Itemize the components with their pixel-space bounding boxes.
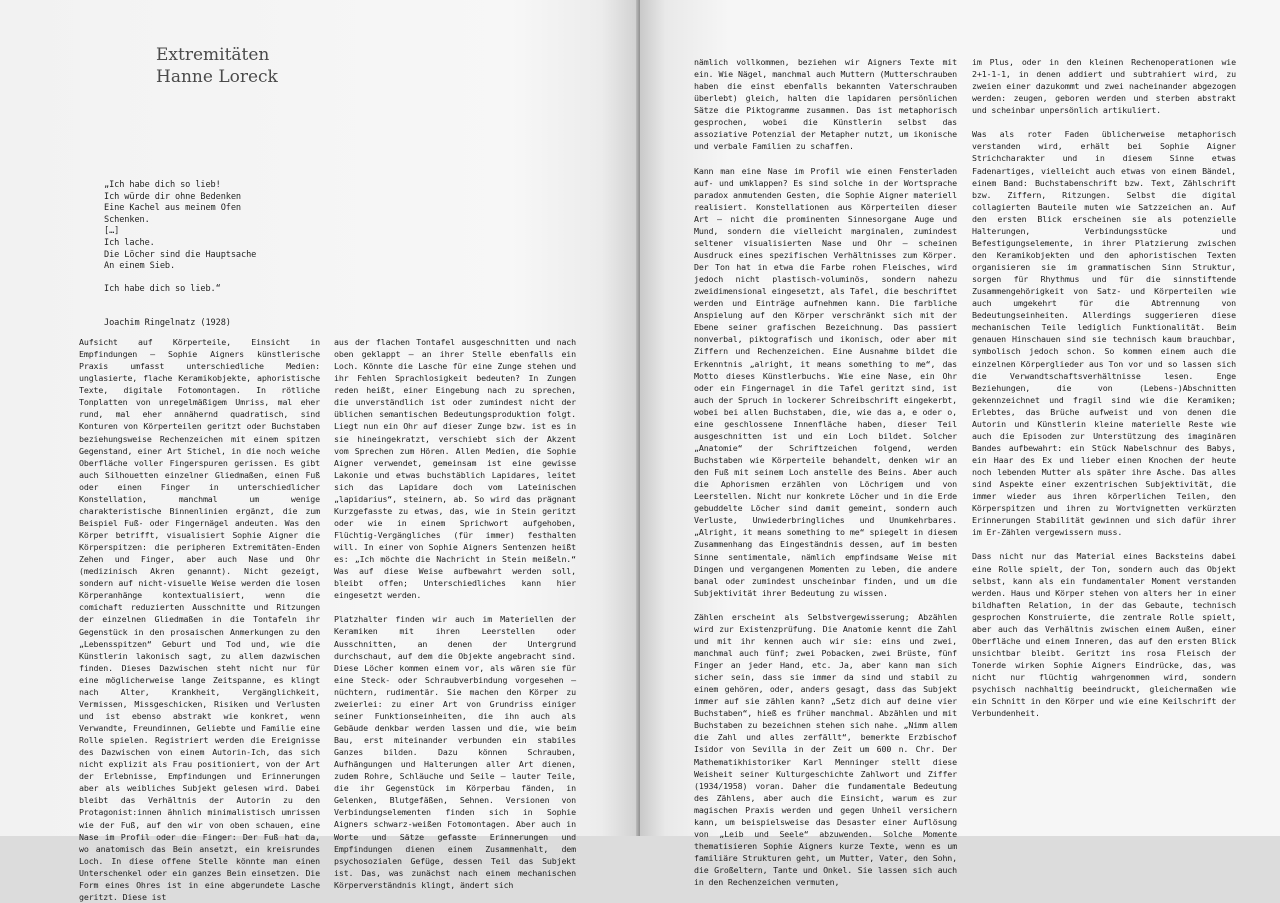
poem-line: […]: [104, 226, 120, 237]
right-page: [640, 0, 1280, 888]
paragraph: nämlich vollkommen, beziehen wir Aigners Texte mit ein. Wie Nägel, manchmal auch Muttern (Mutterschrauben haben die einst ebenfalls bekannten Vaterschrauben überlebt) gleich, halten die lapidaren persönlichen Sätze die Piktogramme zusammen. Das ist metaphorisch gesprochen, wobei die Künstlerin selbst das assoziative Potenzial der Metapher nutzt, um ikonische und verbale Familien zu schaffen.: [694, 57, 957, 152]
author-name: Hanne Loreck: [156, 67, 278, 87]
epigraph-poem: [104, 180, 334, 330]
paragraph: im Plus, oder in den kleinen Rechenoperationen wie 2+1-1-1, in denen addiert und subtrahiert wird, zu zweien einer dazukommt und zwei nacheinander abgezogen werden: zeugen, geboren werden und sterben abstrakt und scheinbar unpersönlich artikuliert.: [972, 57, 1236, 116]
poem-line: An einem Sieb.: [104, 261, 176, 272]
paragraph: Was als roter Faden üblicherweise metaphorisch verstanden wird, erhält bei Sophie Aigner Strichcharakter und in diesem Sinne etwas Fadenartiges, vielleicht auch etwas von einem Bändel, einem Band: Buchstabenschrift bzw. Text, Zählschrift bzw. Ziffern, Ritzungen. Selbst die digital collagierten Bauteile muten wie Satzzeichen an. Auf den ersten Blick erscheinen sie als potenzielle Halterungen, Verbindungsstücke und Befestigungselemente, in ihrer Platzierung zwischen den Keramikobjekten und den aphoristischen Texten organisieren sie im grammatischen Sinn Struktur, sorgen für Rhythmus und für die sinnstiftende Zusammengehörigkeit von Satz- und Körperteilen wie auch umgekehrt für die Abtrennung von Bedeutungseinheiten. Allerdings suggerieren diese mechanischen Teile lediglich Funktionalität. Beim genauen Hinschauen sind sie technisch kaum brauchbar, symbolisch jedoch schon. So kommen einem auch die einzelnen Körperglieder aus Ton vor und so lassen sich die Verwandtschaftsverhältnisse lesen. Enge Beziehungen, die von (Lebens-)Abschnitten gekennzeichnet und fragil sind wie die Keramiken; Erlebtes, das Brüche aufweist und von denen die Autorin und Künstlerin kleine materielle Reste wie auch die Episoden zur Unterstützung des imaginären Bandes aufbewahrt: ein Stück Nabelschnur des Babys, ein Haar des Ex und lieber einen Knochen der heute noch lebenden Mutter als später ihre Asche. Das alles sind Aspekte einer exzentrischen Subjektivität, die immer wieder aus ihren körperlichen Teilen, den Körperspitzen und ihren zu Wortvignetten verkürzten Erinnerungen Stabilität gewinnen und sich dafür ihrer im Er-Zählen vergewissern muss.: [972, 129, 1236, 538]
paragraph: Platzhalter finden wir auch im Materiellen der Keramiken mit ihren Leerstellen oder Ausschnitten, an denen der Untergrund durchschaut, auf dem die Objekte angebracht sind. Diese Löcher kommen einem vor, als wären sie für eine Steck- oder Schraubverbindung vorgesehen – nüchtern, rudimentär. Sie machen den Körper zu zweierlei: zu einer Art von Grundriss einiger seiner Funktionseinheiten, die ihn auch als Gebäude denkbar werden lassen und die, wie beim Bau, erst miteinander verbunden ein stabiles Ganzes bilden. Dazu können Schrauben, Aufhängungen und Halterungen aller Art dienen, zudem Rohre, Schläuche und Seile – lauter Teile, die ihr Gegenstück im Körperbau fänden, in Gelenken, Blutgefäßen, Sehnen. Versionen von Verbindungselementen finden sich in Sophie Aigners schwarz-weißen Fotomontagen. Aber auch in Worte und Sätze gefasste Erinnerungen und Empfindungen dienen einem Zusammenhalt, dem psychosozialen Gefüge, dessen Teil das Subjekt ist. Das, was zunächst nach einem mechanischen Körperverständnis klingt, ändert sich: [334, 614, 576, 890]
text-column-3: [694, 56, 957, 888]
text-column-4: [972, 56, 1236, 719]
article-title: [156, 44, 278, 88]
paragraph: Zählen erscheint als Selbstvergewisserung; Abzählen wird zur Existenzprüfung. Die Anatomie kennt die Zahl und mit ihr kennen auch wir sie: eins und zwei, manchmal auch fünf; zwei Pobacken, zwei Brüste, fünf Finger an jeder Hand, etc. Ja, aber kann man sich sicher sein, dass sie immer da sind und stabil zu einem gehören, oder, anders gesagt, dass das Subjekt immer auf sie zählen kann? „Setz dich auf deine vier Buchstaben“, hieß es früher manchmal. Abzählen und mit Buchstaben zu bezeichnen stehen sich nahe. „Nimm allem die Zahl und alles zerfällt“, bemerkte Erzbischof Isidor von Sevilla in der Zeit um 600 n. Chr. Der Mathematikhistoriker Karl Menninger stellt diese Weisheit seiner Kulturgeschichte Zahlwort und Ziffer (1934/1958) voran. Daher die fundamentale Bedeutung des Zählens, aber auch die Einsicht, warum es zur magischen Praxis werden und gegen Unheil versichern kann, um beispielsweise das Desaster einer Auflösung von „Leib und Seele“ abzuwenden. Solche Momente thematisieren Sophie Aigners kurze Texte, wenn es um familiäre Strukturen geht, um Mutter, Vater, den Sohn, die Großeltern, Tante und Onkel. Sie lassen sich auch in den Rechenzeichen vermuten,: [694, 611, 957, 888]
text-column-2: [334, 336, 576, 891]
paragraph: aus der flachen Tontafel ausgeschnitten und nach oben geklappt – an ihrer Stelle ebenfalls ein Loch. Könnte die Lasche für eine Zunge stehen und ihr Fehlen Sprachlosigkeit bedeuten? In Zungen reden heißt, einer Eingebung nach zu sprechen, die unverständlich ist oder zumindest nicht der üblichen semantischen Bedeutungsproduktion folgt. Liegt nun ein Ohr auf dieser Zunge bzw. ist es in sie hineingekratzt, verschiebt sich der Akzent vom Sprechen zum Hören. Allen Medien, die Sophie Aigner verwendet, gemeinsam ist eine gewisse Lakonie und etwas buchstäblich Lapidares, leitet sich das Lapidare doch vom Lateinischen „lapidarius“, steinern, ab. So wird das prägnant Kurzgefasste zu etwas, das, wie in Stein geritzt oder wie in einem Sprichwort aufgehoben, Flüchtig-Vergängliches (für immer) festhalten will. In einer von Sophie Aigners Sentenzen heißt es: „Ich möchte die Nachricht in Stein meißeln.“ Was auf diese Weise aufbewahrt werden soll, bleibt offen; Unterschiedliches kann hier eingesetzt werden.: [334, 337, 576, 601]
poem-line: Die Löcher sind die Hauptsache: [104, 249, 257, 260]
poem-line: Ich würde dir ohne Bedenken: [104, 191, 241, 202]
poem-line: Eine Kachel aus meinem Ofen: [104, 203, 241, 214]
poem-attribution: Joachim Ringelnatz (1928): [104, 318, 231, 329]
poem-line: Ich lache.: [104, 237, 155, 248]
poem-line: Schenken.: [104, 214, 150, 225]
poem-closing-line: Ich habe dich so lieb.“: [104, 283, 221, 294]
paragraph: Aufsicht auf Körperteile, Einsicht in Empfindungen – Sophie Aigners künstlerische Praxis umfasst unterschiedliche Medien: unglasierte, flache Keramikobjekte, aphoristische Texte, digitale Fotomontagen. In rötliche Tonplatten von unregelmäßigem Umriss, mal eher rund, mal eher annähernd quadratisch, sind Konturen von Körperteilen geritzt oder Buchstaben beziehungsweise Rechenzeichen mit einem spitzen Gegenstand, einer Art Stichel, in die noch weiche Oberfläche voller Fingerspuren gerissen. Es gibt auch Silhouetten einzelner Gliedmaßen, einen Fuß oder einen Finger in unterschiedlicher Konstellation, manchmal um wenige charakteristische Binnenlinien ergänzt, die zum Beispiel Fuß- oder Fingernägel andeuten. Was den Körper betrifft, visualisiert Sophie Aigner die Körperspitzen: die peripheren Extremitäten-Enden Zehen und Finger, aber auch Nase und Ohr (medizinisch Akren genannt). Nicht gezeigt, sondern auf nicht-visuelle Weise werden die losen Körperanhänge kontextualisiert, wenn die comichaft reduzierten Ausschnitte und Ritzungen der einzelnen Gliedmaßen in die Tontafeln ihr Gegenstück in den prosaischen Anmerkungen zu den „Lebensspitzen“ Geburt und Tod und, wie die Künstlerin lakonisch sagt, zu allem dazwischen finden. Dieses Dazwischen steht nicht nur für eine möglicherweise lange Zeitspanne, es klingt nach Alter, Krankheit, Vergänglichkeit, Vermissen, Missgeschicken, Risiken und Verlusten und ist ebenso abstrakt wie konkret, wenn Verwandte, Freundinnen, Geliebte und Familie eine Rolle spielen. Registriert werden die Ereignisse des Dazwischen von einem Autorin-Ich, das sich nicht explizit als Frau positioniert, von der Art der Erlebnisse, Empfindungen und Erinnerungen aber als weibliches Subjekt gelesen wird. Dabei bleibt das Verhältnis der Autorin zu den Protagonist:innen ähnlich minimalistisch umrissen wie der Fuß, auf den wir von oben schauen, eine Nase im Profil oder die Finger: Der Fuß hat da, wo anatomisch das Bein ansetzt, ein kreisrundes Loch. In diese offene Stelle könnte man einen Unterschenkel oder ein ganzes Bein einsetzen. Die Form eines Ohres ist in eine abgerundete Lasche geritzt. Diese ist: [79, 337, 320, 902]
title-line-1: Extremitäten: [156, 45, 270, 65]
paragraph: Dass nicht nur das Material eines Backsteins dabei eine Rolle spielt, der Ton, sondern auch das Objekt selbst, kann als ein fundamentaler Moment verstanden werden. Haus und Körper stehen von alters her in einer bildhaften Relation, in der das Gebaute, technisch gesprochen Konstruierte, die zentrale Rolle spielt, aber auch das Verhältnis zwischen einem Außen, einer Oberfläche und einem Inneren, das auf den ersten Blick unsichtbar bleibt. Geritzt ins rosa Fleisch der Tonerde wirken Sophie Aigners Eindrücke, das, was nicht nur flüchtig wahrgenommen wird, sondern psychisch nachhaltig beeindruckt, gleichermaßen wie ein Schnitt in den Körper und wie eine Keilschrift der Verbundenheit.: [972, 551, 1236, 719]
left-page: [0, 0, 640, 902]
text-column-1: [79, 336, 320, 903]
poem-line: „Ich habe dich so lieb!: [104, 180, 221, 190]
paragraph: Kann man eine Nase im Profil wie einen Fensterladen auf- und umklappen? Es sind solche in der Wortsprache paradox anmutenden Gesten, die Sophie Aigner materiell realisiert. Konstellationen aus Körperteilen dieser Art – nicht die prominenten Sinnesorgane Auge und Mund, sondern die vielleicht marginalen, zumindest seltener visualisierten Nase und Ohr – scheinen Ausdruck eines spezifischen Verhältnisses zum Körper. Der Ton hat in etwa die Farbe rohen Fleisches, wird jedoch nicht plastisch-voluminös, sondern nahezu zweidimensional eingesetzt, als Tafel, die beschriftet werden und Einträge aufnehmen kann. Die farbliche Anspielung auf den Körper verschränkt sich mit der Ebene seiner grafischen Bezeichnung. Das passiert nonverbal, piktografisch und ikonisch, oder aber mit Ziffern und Rechenzeichen. Eine Ausnahme bildet die Erkenntnis „alright, it means something to me“, das Motto dieses Künstlerbuchs. Wie eine Nase, ein Ohr oder ein Fingernagel in die Tafel geritzt sind, ist auch der Spruch in lockerer Schreibschrift eingekerbt, wobei bei allen Buchstaben, die, wie das a, e oder o, eine geschlossene Innenfläche haben, dieser Teil ausgeschnitten ist und ein Loch bildet. Solcher „Anatomie“ der Schriftzeichen folgend, werden Buchstaben wie Körperteile behandelt, denken wir an den Fuß mit seinem Loch anstelle des Beins. Aber auch die Aphorismen erzählen von Löchrigem und von Leerstellen. Nicht nur konkrete Löcher und in die Erde gebuddelte Löcher sind damit gemeint, sondern auch Verluste, Unwiederbringliches und Unumkehrbares. „Alright, it means something to me“ spiegelt in diesem Zusammenhang das Eingeständnis dessen, auf im besten Sinne sentimentale, nämlich empfindsame Weise mit Dingen und vergangenen Momenten zu leben, die andere banal oder zumindest unscheinbar finden, und um die Subjektivität ihrer Bedeutung zu wissen.: [694, 165, 957, 598]
